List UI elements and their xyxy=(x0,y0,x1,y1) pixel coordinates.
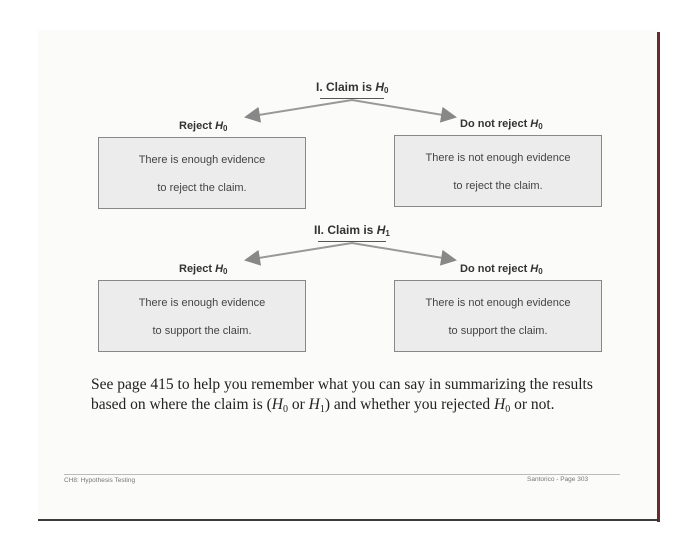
left-label-2 xyxy=(179,263,228,276)
box-3-line-1: There is enough evidence xyxy=(138,297,266,309)
footer-rule xyxy=(64,474,620,475)
claim-2-sub: 1 xyxy=(385,229,390,238)
claim-2-prefix: II. Claim is xyxy=(314,223,374,237)
arrow-claim1-right xyxy=(352,100,455,117)
arrow-claim2-left xyxy=(246,243,352,260)
left-label-1-sub: 0 xyxy=(223,124,228,133)
paragraph-h0-var: H xyxy=(271,396,283,413)
claim-2-var: H xyxy=(376,223,386,237)
box-2-line-2: to reject the claim. xyxy=(453,180,543,192)
paragraph-h1-var: H xyxy=(308,396,320,413)
right-label-1-prefix: Do not reject xyxy=(460,118,528,130)
right-label-1-var: H xyxy=(530,118,539,130)
paragraph-part-3: or not. xyxy=(510,396,555,413)
right-label-2-prefix: Do not reject xyxy=(460,263,528,275)
claim-1-var: H xyxy=(375,80,385,94)
left-label-2-prefix: Reject xyxy=(179,263,213,275)
arrow-claim1-left xyxy=(246,100,352,117)
paragraph-part-1: See page 415 to help you remember what you can say in summarizing the results based on where the claim is ( xyxy=(91,376,593,413)
claim-1-heading xyxy=(316,80,389,95)
paragraph-part-2: ) and whether you rejected xyxy=(324,396,494,413)
paragraph-h0b-var: H xyxy=(494,396,506,413)
paragraph-h0-sub: 0 xyxy=(282,404,288,415)
arrow-claim2-right xyxy=(352,243,455,260)
left-label-2-sub: 0 xyxy=(223,267,228,276)
box-not-reject-h0-support xyxy=(394,280,602,352)
box-4-line-2: to support the claim. xyxy=(448,325,548,337)
claim-2-heading xyxy=(314,223,390,238)
box-reject-h0-claim xyxy=(98,137,306,209)
box-1-line-2: to reject the claim. xyxy=(157,182,247,194)
left-label-1 xyxy=(179,120,228,133)
box-2-line-1: There is not enough evidence xyxy=(425,152,571,164)
summary-paragraph xyxy=(91,375,631,420)
box-reject-h0-support xyxy=(98,280,306,352)
box-4-line-1: There is not enough evidence xyxy=(425,297,571,309)
footer-chapter: CH8: Hypothesis Testing xyxy=(64,477,136,484)
claim-1-sub: 0 xyxy=(384,86,389,95)
right-label-1-sub: 0 xyxy=(538,122,543,131)
box-3-line-2: to support the claim. xyxy=(152,325,252,337)
left-label-1-var: H xyxy=(215,120,224,132)
paragraph-or: or xyxy=(287,396,309,413)
left-label-2-var: H xyxy=(215,263,224,275)
right-label-2-var: H xyxy=(530,263,539,275)
claim-1-underline xyxy=(320,98,384,99)
left-label-1-prefix: Reject xyxy=(179,120,213,132)
paragraph-h1-sub: 1 xyxy=(319,404,325,415)
paragraph-h0b-sub: 0 xyxy=(505,404,511,415)
box-1-line-1: There is enough evidence xyxy=(138,154,266,166)
right-label-1 xyxy=(460,118,543,131)
right-label-2-sub: 0 xyxy=(538,267,543,276)
box-not-reject-h0-claim xyxy=(394,135,602,207)
right-label-2 xyxy=(460,263,543,276)
claim-1-prefix: I. Claim is xyxy=(316,80,373,94)
claim-2-underline xyxy=(318,241,386,242)
footer-page-number: Santorico - Page 303 xyxy=(527,476,589,483)
